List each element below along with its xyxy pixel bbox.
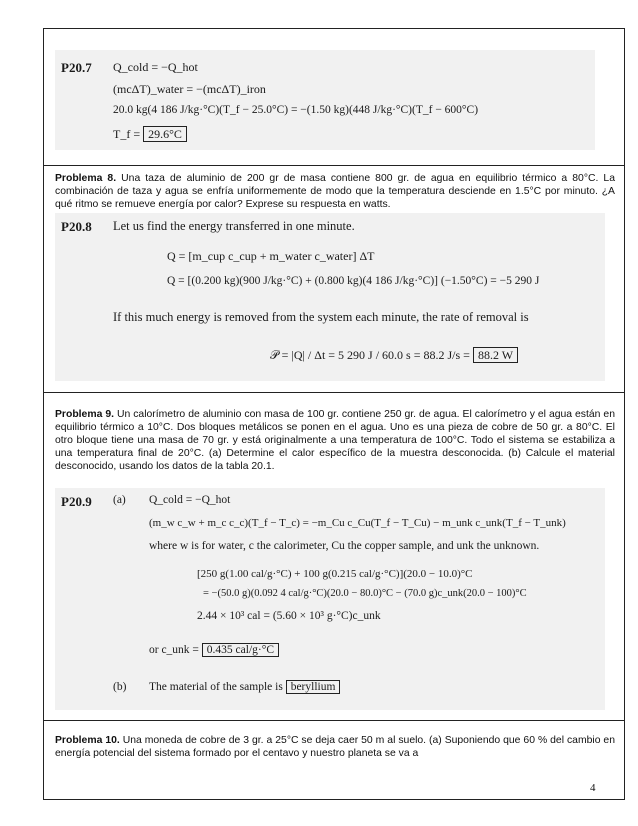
solution-tag: P20.7 [61, 60, 92, 75]
solution-p20-7 [55, 50, 595, 150]
problem-10-text [55, 734, 615, 760]
rate-equation: 𝒫 = |Q| / Δt = 5 290 J / 60.0 s = 88.2 J/s = [270, 348, 470, 362]
problem-heading: Problema 10. [55, 735, 120, 746]
answer-box: beryllium [286, 680, 341, 694]
rate-line [270, 348, 518, 363]
divider-1 [43, 165, 625, 166]
problem-heading: Problema 9. [55, 409, 114, 420]
part-label: (a) [113, 494, 126, 506]
equation-line: (mcΔT)_water = −(mcΔT)_iron [113, 82, 266, 96]
answer-line-b [149, 681, 340, 693]
answer-box: 0.435 cal/g·°C [202, 643, 279, 657]
answer-label: or c_unk = [149, 644, 199, 656]
answer-line-a [149, 644, 279, 656]
result-box: 29.6°C [143, 126, 187, 142]
answer-text: The material of the sample is [149, 681, 283, 693]
solution-p20-8 [55, 213, 605, 381]
problem-9-text [55, 408, 615, 473]
solution-tag: P20.8 [61, 219, 92, 234]
problem-8-text [55, 172, 615, 211]
equation-line: [250 g(1.00 cal/g·°C) + 100 g(0.215 cal/g·°C)](20.0 − 10.0)°C [197, 568, 473, 580]
equation-line: Q_cold = −Q_hot [113, 60, 198, 74]
divider-3 [43, 720, 625, 721]
problem-body: Una moneda de cobre de 3 gr. a 25°C se deja caer 50 m al suelo. (a) Suponiendo que 60 % del cambio en energía potencial del sistema formado por el centavo y nuestro planeta se va a [55, 735, 615, 759]
explanation-text: where w is for water, c the calorimeter, Cu the copper sample, and unk the unknown. [149, 540, 540, 552]
divider-2 [43, 392, 625, 393]
equation-line: Q = [(0.200 kg)(900 J/kg·°C) + (0.800 kg)(4 186 J/kg·°C)] (−1.50°C) = −5 290 J [167, 275, 540, 287]
equation-line: = −(50.0 g)(0.092 4 cal/g·°C)(20.0 − 80.0)°C − (70.0 g)c_unk(20.0 − 100)°C [203, 588, 527, 599]
problem-body: Un calorímetro de aluminio con masa de 100 gr. contiene 250 gr. de agua. El calorímetro y el agua están en equilibrio térmico a 10°C. Dos bloques metálicos se ponen en el agua. Uno es una pieza de cobre de 50 gr. a 80°C. El otro bloque tiene una masa de 70 gr. y está originalmente a una temperatura de 100°C. Todo el sistema se estabiliza a una temperatura final de 20°C. (a) Determine el calor específico de la muestra desconocida. (b) Calcule el material desconocido, usando los datos de la tabla 20.1. [55, 409, 615, 472]
equation-line: 20.0 kg(4 186 J/kg·°C)(T_f − 25.0°C) = −(1.50 kg)(448 J/kg·°C)(T_f − 600°C) [113, 104, 479, 116]
equation-line: Q_cold = −Q_hot [149, 494, 231, 506]
equation-line: Q = [m_cup c_cup + m_water c_water] ΔT [167, 249, 375, 263]
page-number: 4 [590, 782, 596, 794]
solution-tag: P20.9 [61, 494, 92, 509]
equation-line: 2.44 × 10³ cal = (5.60 × 10³ g·°C)c_unk [197, 610, 381, 622]
rate-box: 88.2 W [473, 347, 518, 363]
equation-line: (m_w c_w + m_c c_c)(T_f − T_c) = −m_Cu c_Cu(T_f − T_Cu) − m_unk c_unk(T_f − T_unk) [149, 517, 566, 529]
part-label: (b) [113, 681, 127, 693]
problem-body: Una taza de aluminio de 200 gr de masa contiene 800 gr. de agua en equilibrio térmico a 80°C. La combinación de taza y agua se enfría uniformemente de modo que la temperatura desciende en 1.5°C por minuto. ¿A qué ritmo se remueve energía por calor? Exprese su respuesta en watts. [55, 173, 615, 210]
result-line [113, 127, 187, 142]
problem-heading: Problema 8. [55, 173, 117, 184]
intro-text: Let us find the energy transferred in one minute. [113, 219, 355, 233]
explanation-text: If this much energy is removed from the system each minute, the rate of removal is [113, 310, 529, 324]
solution-p20-9 [55, 488, 605, 710]
result-label: T_f = [113, 127, 141, 141]
